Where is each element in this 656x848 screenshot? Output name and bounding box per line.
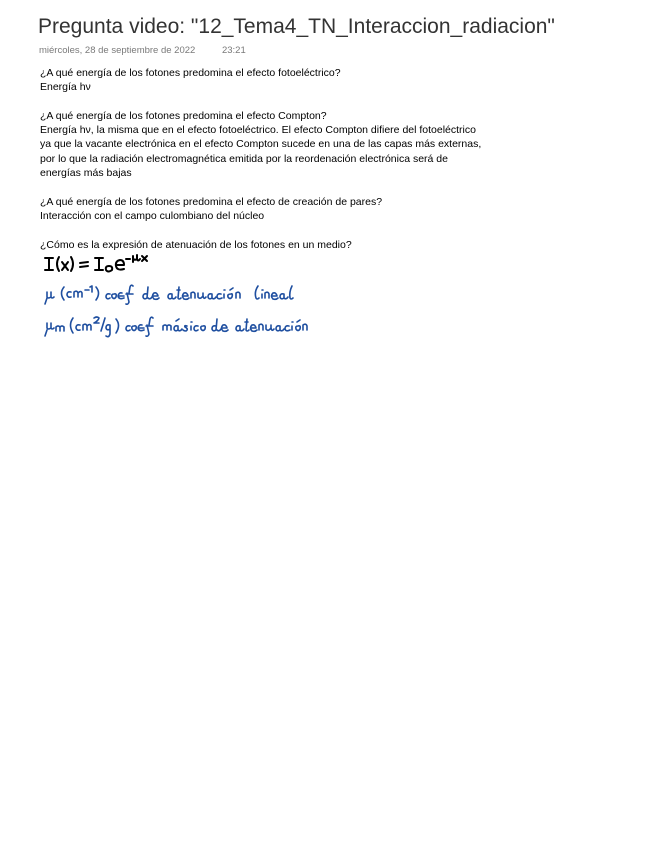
spacer (40, 95, 520, 109)
question-1: ¿A qué energía de los fotones predomina el efecto fotoeléctrico? (40, 67, 341, 79)
question-2: ¿A qué energía de los fotones predomina el efecto Compton? (40, 109, 327, 122)
handwritten-formula (45, 255, 147, 272)
answer-2-line-4: energías más bajas (40, 167, 132, 180)
answer-2-line-1: Energía hν, la misma que en el efecto fotoeléctrico. El efecto Compton difiere del fotoeléctrico (40, 124, 476, 137)
handwritten-note-mass-attenuation (45, 317, 307, 337)
page-metadata (39, 45, 246, 56)
question-4: ¿Cómo es la expresión de atenuación de los fotones en un medio? (40, 238, 352, 251)
answer-1-line-1: Energía hν (40, 81, 91, 94)
page-title: Pregunta video: "12_Tema4_TN_Interaccion_radiacion" (38, 15, 555, 38)
handwritten-note-linear-attenuation (45, 285, 293, 304)
spacer (40, 223, 520, 237)
note-content[interactable] (40, 66, 520, 252)
answer-2-line-2: ya que la vacante electrónica en el efecto Compton sucede en una de las capas más externas, (40, 138, 482, 151)
page-time: 23:21 (221, 45, 246, 56)
answer-3-line-1: Interacción con el campo culombiano del núcleo (40, 209, 265, 222)
answer-2-line-3: por lo que la radiación electromagnética emitida por la reordenación electrónica será de (40, 152, 448, 165)
spacer (40, 180, 520, 194)
question-3: ¿A qué energía de los fotones predomina el efecto de creación de pares? (40, 195, 383, 208)
page-date: miércoles, 28 de septiembre de 2022 (39, 45, 196, 56)
